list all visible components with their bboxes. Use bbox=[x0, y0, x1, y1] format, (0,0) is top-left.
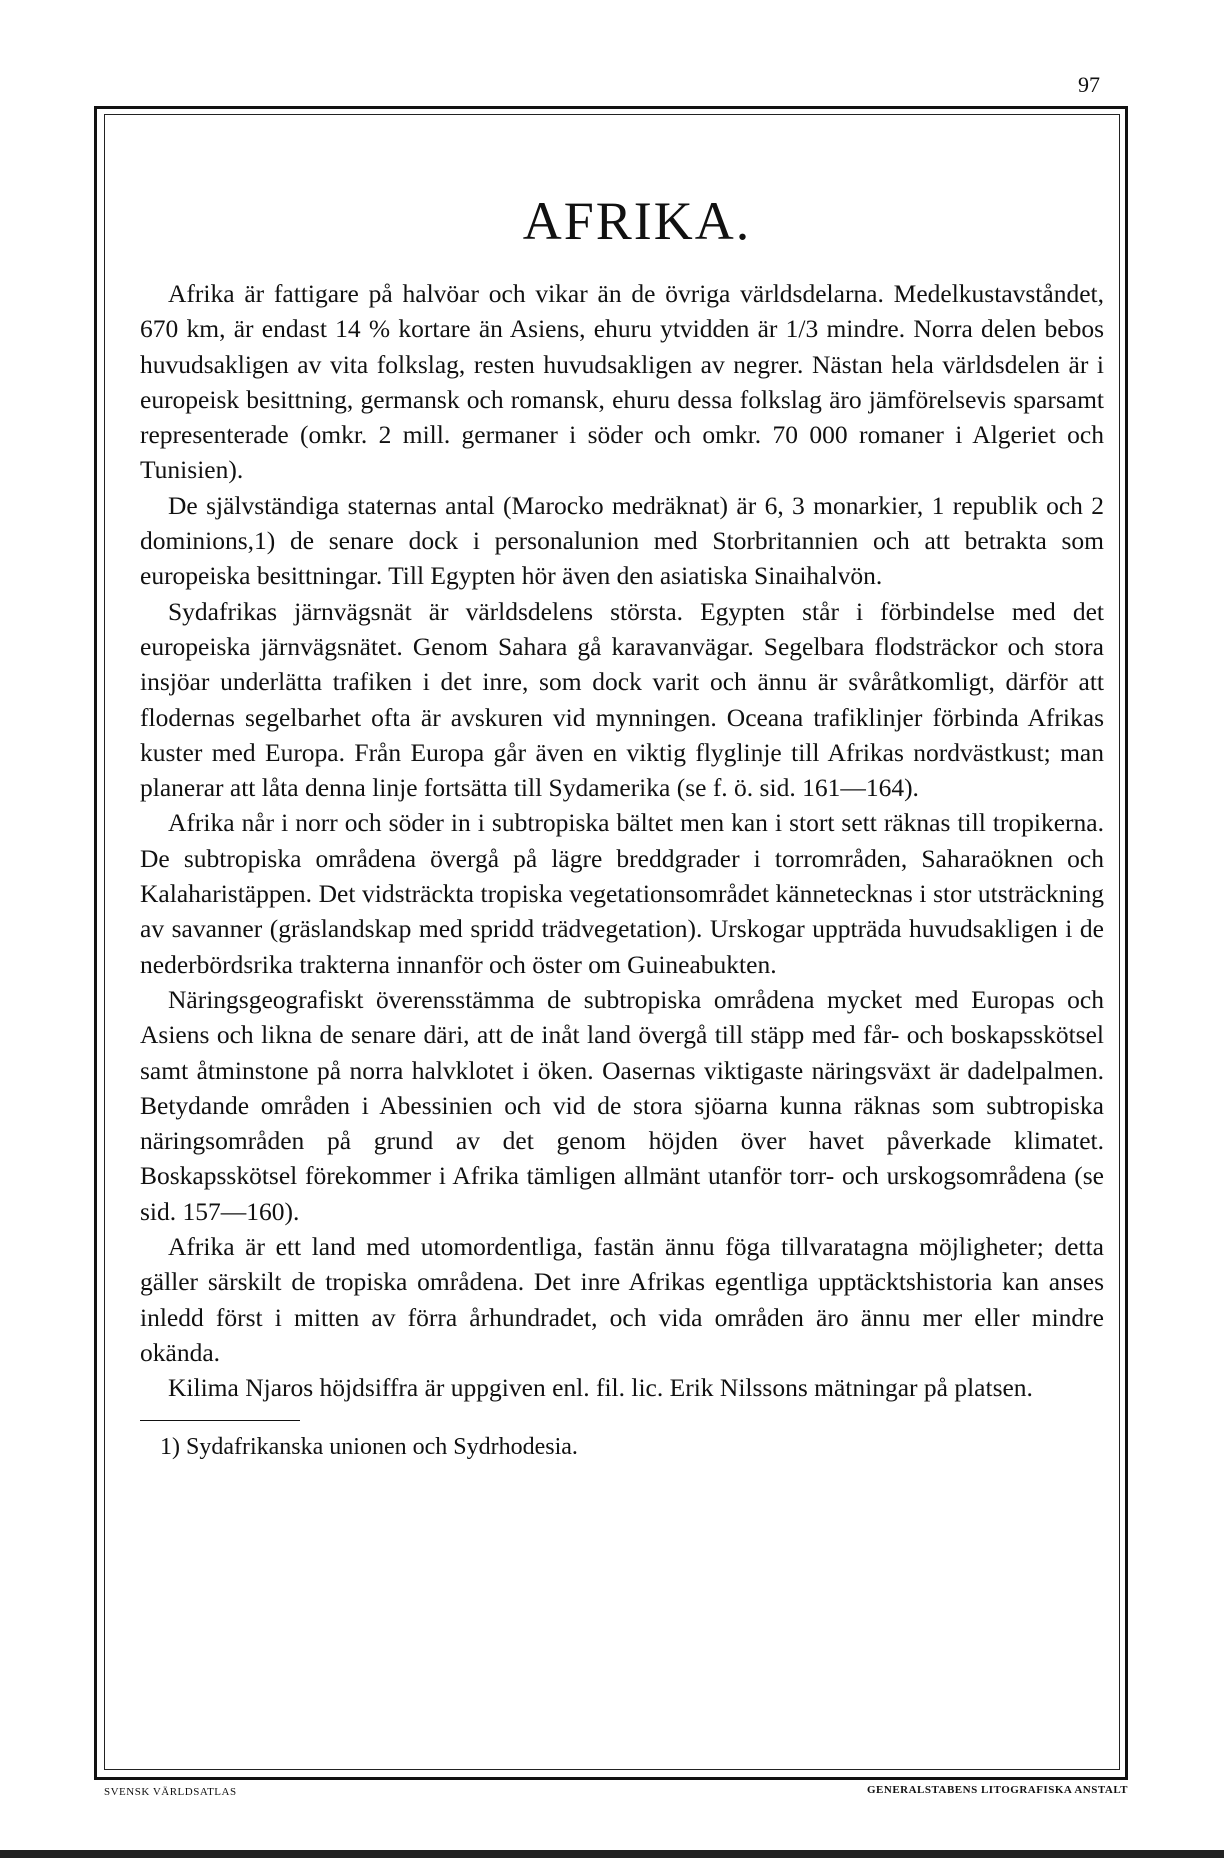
paragraph-4: Afrika når i norr och söder in i subtropiska bältet men kan i stort sett räknas till tropikerna. De subtropiska områdena övergå på lägre breddgrader i torrområden, Saharaöknen och Kalaharistäppen. Det vidsträckta tropiska vegetationsområdet kännetecknas i stor utsträckning av savanner (gräslandskap med spridd trädvegetation). Urskogar uppträda huvudsakligen i de nederbördsrika trakterna innanför och öster om Guineabukten. bbox=[140, 808, 1104, 979]
paragraph-6: Afrika är ett land med utomordentliga, fastän ännu föga tillvaratagna möjligheter; detta gäller särskilt de tropiska områdena. Det inre Afrikas egentliga upptäcktshistoria kan anses inledd först i mitten av förra århundradet, och vida områden äro ännu mer eller mindre okända. bbox=[140, 1232, 1104, 1367]
page-title: AFRIKA. bbox=[522, 191, 752, 251]
paragraph-1: Afrika är fattigare på halvöar och vikar än de övriga världsdelarna. Medelkustavståndet, 670 km, är endast 14 % kortare än Asiens, ehuru ytvidden är 1/3 mindre. Norra delen bebos huvudsakligen av vita folkslag, resten huvudsakligen av negrer. Nästan hela världsdelen är i europeisk besittning, germansk och romansk, ehuru dessa folkslag äro jämförelsevis sparsamt representerade (omkr. 2 mill. germaner i söder och omkr. 70 000 romaner i Algeriet och Tunisien). bbox=[140, 279, 1104, 485]
footnote: 1) Sydafrikanska unionen och Sydrhodesia. bbox=[160, 1433, 578, 1460]
footer-publisher: GENERALSTABENS LITOGRAFISKA ANSTALT bbox=[866, 1784, 1128, 1796]
page-content bbox=[140, 190, 1104, 1463]
page-number: 97 bbox=[1078, 72, 1100, 97]
paragraph-3: Sydafrikas järnvägsnät är världsdelens största. Egypten står i förbindelse med det europeiska järnvägsnätet. Genom Sahara gå karavanvägar. Segelbara flodsträckor och stora insjöar underlätta trafiken i det inre, som dock varit och ännu är svåråtkomligt, därför att flodernas segelbarhet ofta är avskuren vid mynningen. Oceana trafiklinjer förbinda Afrikas kuster med Europa. Från Europa går även en viktig flyglinje till Afrikas nordvästkust; man planerar att låta denna linje fortsätta till Sydamerika (se f. ö. sid. 161—164). bbox=[140, 596, 1104, 803]
paragraph-7: Kilima Njaros höjdsiffra är uppgiven enl. fil. lic. Erik Nilssons mätningar på platsen. bbox=[168, 1373, 1033, 1403]
paragraph-2: De självständiga staternas antal (Marocko medräknat) är 6, 3 monarkier, 1 republik och 2 dominions,1) de senare dock i personalunion med Storbritannien och att betrakta som europeiska besittningar. Till Egypten hör även den asiatiska Sinaihalvön. bbox=[140, 490, 1104, 591]
paragraph-5: Näringsgeografiskt överensstämma de subtropiska områdena mycket med Europas och Asiens och likna de senare däri, att de inåt land övergå till stäpp med får- och boskapsskötsel samt åtminstone på norra halvklotet i öken. Oasernas viktigaste näringsväxt är dadelpalmen. Betydande områden i Abessinien och vid de stora sjöarna kunna räknas som subtropiska näringsområden på grund av det genom höjden över havet påverkade klimatet. Boskapsskötsel förekommer i Afrika tämligen allmänt utanför torr- och urskogsområdena (se sid. 157—160). bbox=[140, 984, 1104, 1226]
footer-publication: SVENSK VÄRLDSATLAS bbox=[104, 1786, 237, 1798]
footnote-divider bbox=[140, 1420, 300, 1421]
scan-edge-bar bbox=[0, 1850, 1224, 1858]
